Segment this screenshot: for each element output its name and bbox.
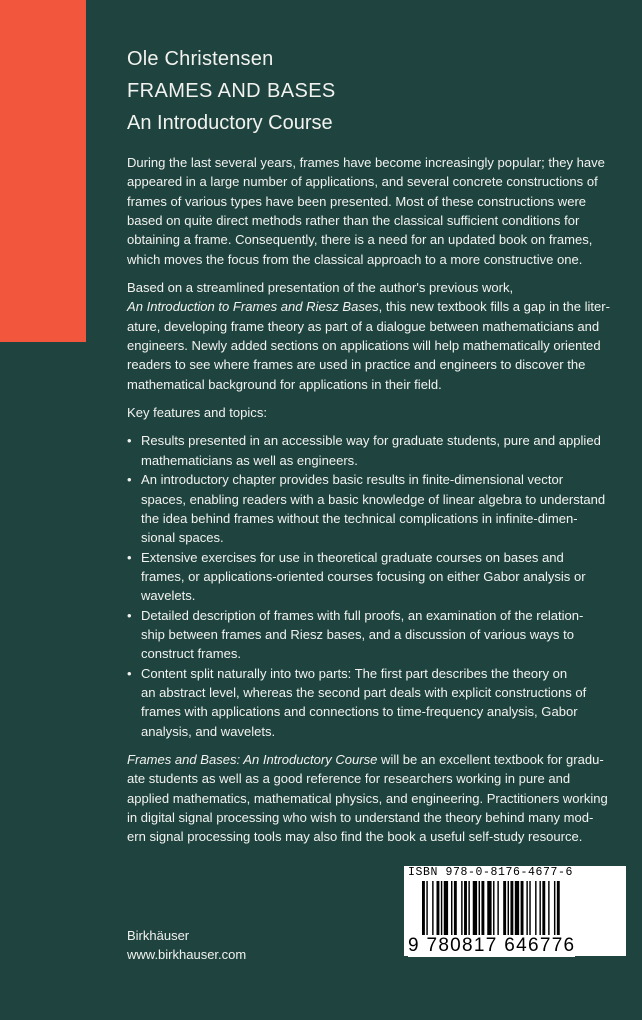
barcode-bar	[526, 881, 527, 943]
bullet-icon: •	[127, 433, 132, 449]
barcode-bar	[481, 881, 484, 943]
barcode-bar	[542, 881, 545, 943]
publisher-block	[127, 926, 246, 964]
blurb-content	[127, 153, 627, 856]
book-title-italic: Frames and Bases: An Introductory Course	[127, 751, 378, 767]
barcode-bar	[437, 881, 440, 943]
text-line: frames of various types have been presented. Most of these constructions were	[127, 193, 587, 209]
barcode-bar	[515, 881, 519, 943]
text-line: During the last several years, frames have become increasingly popular; they have	[127, 155, 605, 170]
text-line: applied mathematics, mathematical physics, and engineering. Practitioners working	[127, 790, 608, 806]
text-line: appeared in a large number of applications, and several concrete constructions of	[127, 174, 598, 190]
text-line: Frames and Bases: An Introductory Course will be an excellent textbook for gradu-	[127, 751, 604, 767]
text-line: An Introduction to Frames and Riesz Bases, this new textbook fills a gap in the liter-	[127, 299, 610, 315]
book-subtitle: An Introductory Course	[127, 112, 333, 134]
barcode-digits: 9 780817 646776	[408, 935, 576, 956]
publisher-url: www.birkhauser.com	[127, 947, 247, 962]
barcode-bar	[510, 881, 513, 943]
bullet-icon: •	[127, 472, 132, 488]
barcode-bar	[426, 881, 427, 943]
feature-item: • Content split naturally into two parts: The first part describes the theory on an abstract level, whereas the second part deals with explicit constructions of frames with applications and connections to time-frequency analysis, Gabor analysis, and wavelets.	[127, 665, 587, 739]
text-line: readers to see where frames are used in practice and engineers to discover the	[127, 357, 586, 373]
barcode-bar	[454, 881, 457, 943]
isbn-label: ISBN 978-0-8176-4677-6	[408, 866, 574, 879]
bullet-icon: •	[127, 607, 132, 623]
publisher-name: Birkhäuser	[127, 928, 190, 943]
text-line: in digital signal processing who wish to understand the theory behind many mod-	[127, 810, 594, 825]
text-line: ature, developing frame theory as part of a dialogue between mathematicians and	[127, 318, 600, 334]
barcode-bars	[422, 881, 608, 943]
barcode-bar	[432, 881, 433, 943]
bullet-icon: •	[127, 665, 132, 681]
barcode-bar	[557, 881, 560, 943]
barcode-bar	[548, 881, 549, 943]
barcode-bar	[464, 881, 467, 943]
barcode-bar	[497, 881, 498, 943]
book-title: FRAMES AND BASES	[127, 80, 336, 102]
barcode-bar	[503, 881, 506, 943]
barcode-bar	[479, 881, 480, 943]
barcode-bar	[508, 881, 509, 943]
text-line: ern signal processing tools may also find the book a useful self-study resource.	[127, 829, 583, 845]
barcode-bar	[487, 881, 491, 943]
text-line: engineers. Newly added sections on applications will help mathematically oriented	[127, 338, 601, 354]
paragraph-background	[127, 278, 627, 394]
red-accent-strip	[0, 0, 86, 342]
features-list	[127, 431, 627, 741]
feature-item: • An introductory chapter provides basic results in finite-dimensional vector spaces, enabling readers with a basic knowledge of linear algebra to understand the idea behind frames without the technical complications in infinite-dimen- sional spaces.	[127, 472, 606, 546]
feature-item: • Results presented in an accessible way for graduate students, pure and applied mathematicians as well as engineers.	[127, 433, 601, 468]
author-name: Ole Christensen	[127, 48, 274, 70]
previous-work-title: An Introduction to Frames and Riesz Bases	[127, 299, 379, 315]
text-line: mathematical background for applications in their field.	[127, 376, 442, 392]
barcode-bar	[529, 881, 530, 943]
feature-item: • Extensive exercises for use in theoretical graduate courses on bases and frames, or applications-oriented courses focusing on either Gabor analysis or wavelets.	[127, 549, 586, 604]
barcode-bar	[461, 881, 462, 943]
barcode-bar	[451, 881, 452, 943]
text-line: ate students as well as a good reference for researchers working in pure and	[127, 771, 571, 787]
barcode-bar	[422, 881, 425, 943]
text-line: based on quite direct methods rather than the classical sufficient conditions for	[127, 213, 580, 229]
barcode-bar	[521, 881, 524, 943]
isbn-barcode	[404, 866, 626, 956]
text-line: which moves the focus from the classical approach to a more constructive one.	[127, 251, 583, 267]
barcode-bar	[444, 881, 448, 943]
features-heading: Key features and topics:	[127, 405, 267, 421]
bullet-icon: •	[127, 549, 132, 565]
barcode-bar	[441, 881, 442, 943]
barcode-bar	[473, 881, 477, 943]
text-line: obtaining a frame. Consequently, there is a need for an updated book on frames,	[127, 232, 593, 248]
text-line: Based on a streamlined presentation of the author's previous work,	[127, 280, 514, 296]
barcode-bar	[539, 881, 540, 943]
paragraph-closing	[127, 750, 627, 847]
barcode-bar	[468, 881, 469, 943]
paragraph-intro	[127, 153, 627, 269]
barcode-bar	[554, 881, 555, 943]
feature-item: • Detailed description of frames with full proofs, an examination of the relation- ship between frames and Riesz bases, and a discussion of various ways to construct frames.	[127, 607, 584, 662]
barcode-bar	[493, 881, 494, 943]
barcode-bar	[535, 881, 536, 943]
